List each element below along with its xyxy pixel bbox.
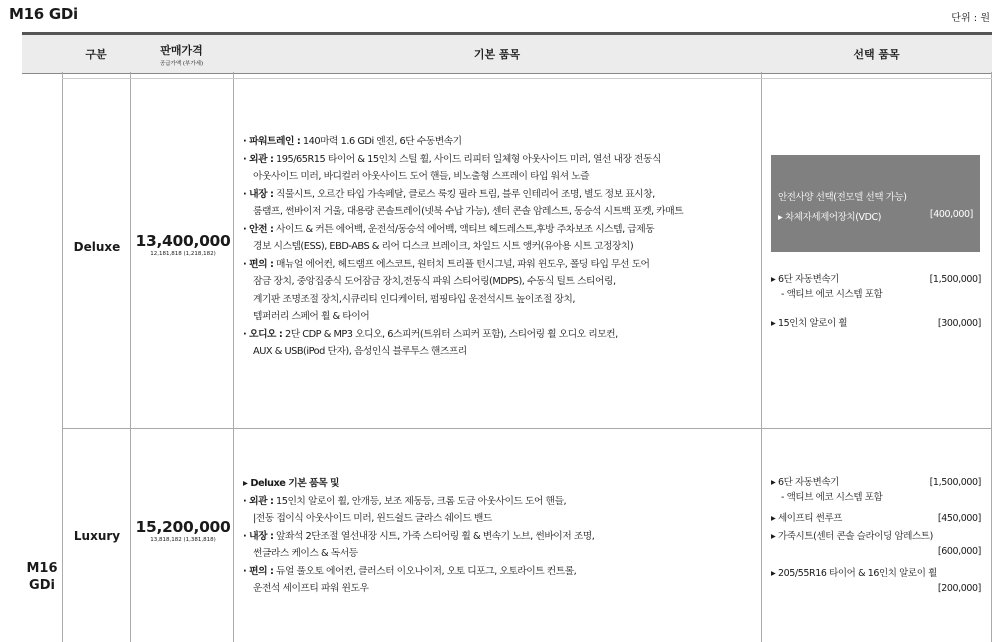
basic-items-luxury	[243, 475, 758, 598]
option-item	[771, 272, 981, 302]
option-item	[771, 475, 981, 505]
basic-line: 아웃사이드 미러, 바디컬러 아웃사이드 도어 핸들, 비노출형 스프레이 타입 워셔 노즐	[253, 171, 590, 182]
option-price: [450,000]	[937, 513, 981, 524]
table-header	[22, 32, 992, 74]
header-price-sub: 공급가액 (부가세)	[159, 60, 204, 67]
trim-deluxe: Deluxe	[73, 240, 121, 254]
model-name: M16 GDi	[26, 561, 58, 593]
option-name: ▸ 15인치 알로이 휠	[771, 318, 848, 329]
basic-line: · 안전 : 사이드 & 커튼 에어백, 운전석/동승석 에어백, 액티브 헤드레스트,후방 주차보조 시스템, 급제동	[243, 223, 655, 235]
basic-line: · 편의 : 매뉴얼 에어컨, 헤드램프 에스코트, 원터치 트리플 턴시그널, 파워 윈도우, 폴딩 타입 무선 도어	[243, 258, 650, 270]
price-main: 13,400,000	[135, 232, 231, 250]
header-basic-label: 기본 품목	[473, 48, 521, 61]
header-category	[62, 35, 130, 73]
unit-label: 단위 : 원	[951, 13, 990, 24]
option-name: ▸ 세이프티 썬루프	[771, 513, 843, 524]
option-sub: - 액티브 에코 시스템 포함	[781, 492, 883, 503]
divider	[62, 72, 63, 642]
divider	[233, 72, 234, 642]
safety-option-box	[771, 155, 980, 252]
price-sub: 12,181,818 (1,218,182)	[150, 251, 216, 257]
row-divider	[62, 78, 992, 79]
option-price: [300,000]	[937, 318, 981, 329]
basic-line: ▸ Deluxe 기본 품목 및	[243, 478, 339, 489]
option-sub: - 액티브 에코 시스템 포함	[781, 289, 883, 300]
option-item	[771, 316, 981, 331]
basic-line: |전동 접이식 아웃사이드 미러, 윈드쉴드 글라스 쉐이드 밴드	[253, 513, 492, 524]
basic-line: · 편의 : 듀얼 풀오토 에어컨, 클러스터 이오나이저, 오토 디포그, 오토라이트 컨트롤,	[243, 565, 577, 577]
basic-line: 운전석 세이프티 파워 윈도우	[253, 583, 369, 594]
option-name: ▸ 가죽시트(센터 콘솔 슬라이딩 암레스트)	[771, 531, 933, 542]
header-options	[761, 35, 992, 73]
safety-option-title: 안전사양 선택(전모델 선택 가능)	[778, 192, 907, 203]
option-name: ▸ 205/55R16 타이어 & 16인치 알로이 휠	[771, 568, 937, 579]
divider	[130, 72, 131, 642]
option-price: [400,000]	[929, 209, 973, 220]
page-title: M16 GDi	[9, 5, 78, 23]
basic-line: 룸램프, 썬바이저 거울, 대용량 콘솔트레이(넷북 수납 가능), 센터 콘솔 암레스트, 동승석 시트백 포켓, 카매트	[253, 206, 684, 217]
header-price-label: 판매가격	[160, 43, 203, 57]
option-name: ▸ 차체자세제어장치(VDC)	[778, 212, 882, 223]
row-divider	[62, 428, 992, 429]
option-price: [1,500,000]	[929, 477, 981, 488]
option-price: [200,000]	[937, 583, 981, 594]
option-item	[771, 566, 981, 596]
option-item	[771, 529, 981, 559]
divider	[991, 72, 992, 642]
option-name: ▸ 6단 자동변속기	[771, 477, 839, 488]
basic-line: 경보 시스템(ESS), EBD-ABS & 리어 디스크 브레이크, 차일드 시트 앵커(유아용 시트 고정장치)	[253, 241, 634, 252]
price-main: 15,200,000	[135, 518, 231, 536]
price-luxury	[133, 518, 233, 543]
basic-line: · 내장 : 앞좌석 2단조절 열선내장 시트, 가죽 스티어링 휠 & 변속기 노브, 썬바이저 조명,	[243, 530, 595, 542]
header-basic	[233, 35, 761, 73]
basic-line: 템퍼러리 스페어 휠 & 타이어	[253, 311, 370, 322]
header-price	[130, 35, 233, 73]
basic-line: · 오디오 : 2단 CDP & MP3 오디오, 6스피커(트위터 스피커 포함), 스티어링 휠 오디오 리모컨,	[243, 328, 618, 340]
option-price: [600,000]	[937, 546, 981, 557]
divider	[761, 72, 762, 642]
basic-line: · 외관 : 195/65R15 타이어 & 15인치 스틸 휠, 사이드 리피터 일체형 아웃사이드 미러, 열선 내장 전동식	[243, 153, 661, 165]
basic-line: · 파워트레인 : 140마력 1.6 GDi 엔진, 6단 수동변속기	[243, 136, 462, 147]
basic-line: 썬글라스 케이스 & 독서등	[253, 548, 358, 559]
basic-line: · 외관 : 15인치 알로이 휠, 안개등, 보조 제동등, 크롬 도금 아웃사이드 도어 핸들,	[243, 495, 567, 507]
header-options-label: 선택 품목	[853, 48, 900, 61]
trim-luxury: Luxury	[73, 529, 121, 543]
basic-line: 계기판 조명조절 장치,시큐리티 인디케이터, 펌핑타입 운전석시트 높이조절 장치,	[253, 293, 575, 305]
basic-line: 잠금 장치, 중앙집중식 도어잠금 장치,전동식 파워 스티어링(MDPS), 수동식 틸트 스티어링,	[253, 276, 616, 287]
price-sub: 13,818,182 (1,381,818)	[150, 537, 216, 543]
basic-items-deluxe	[243, 133, 758, 361]
option-item	[771, 511, 981, 526]
option-price: [1,500,000]	[929, 274, 981, 285]
option-name: ▸ 6단 자동변속기	[771, 274, 839, 285]
price-deluxe	[133, 232, 233, 257]
basic-line: · 내장 : 직물시트, 오르간 타입 가속페달, 클로스 룩킹 필라 트림, 블루 인테리어 조명, 별도 정보 표시창,	[243, 188, 655, 200]
header-category-label: 구분	[85, 48, 107, 61]
basic-line: AUX & USB(iPod 단자), 음성인식 블루투스 핸즈프리	[253, 346, 467, 357]
